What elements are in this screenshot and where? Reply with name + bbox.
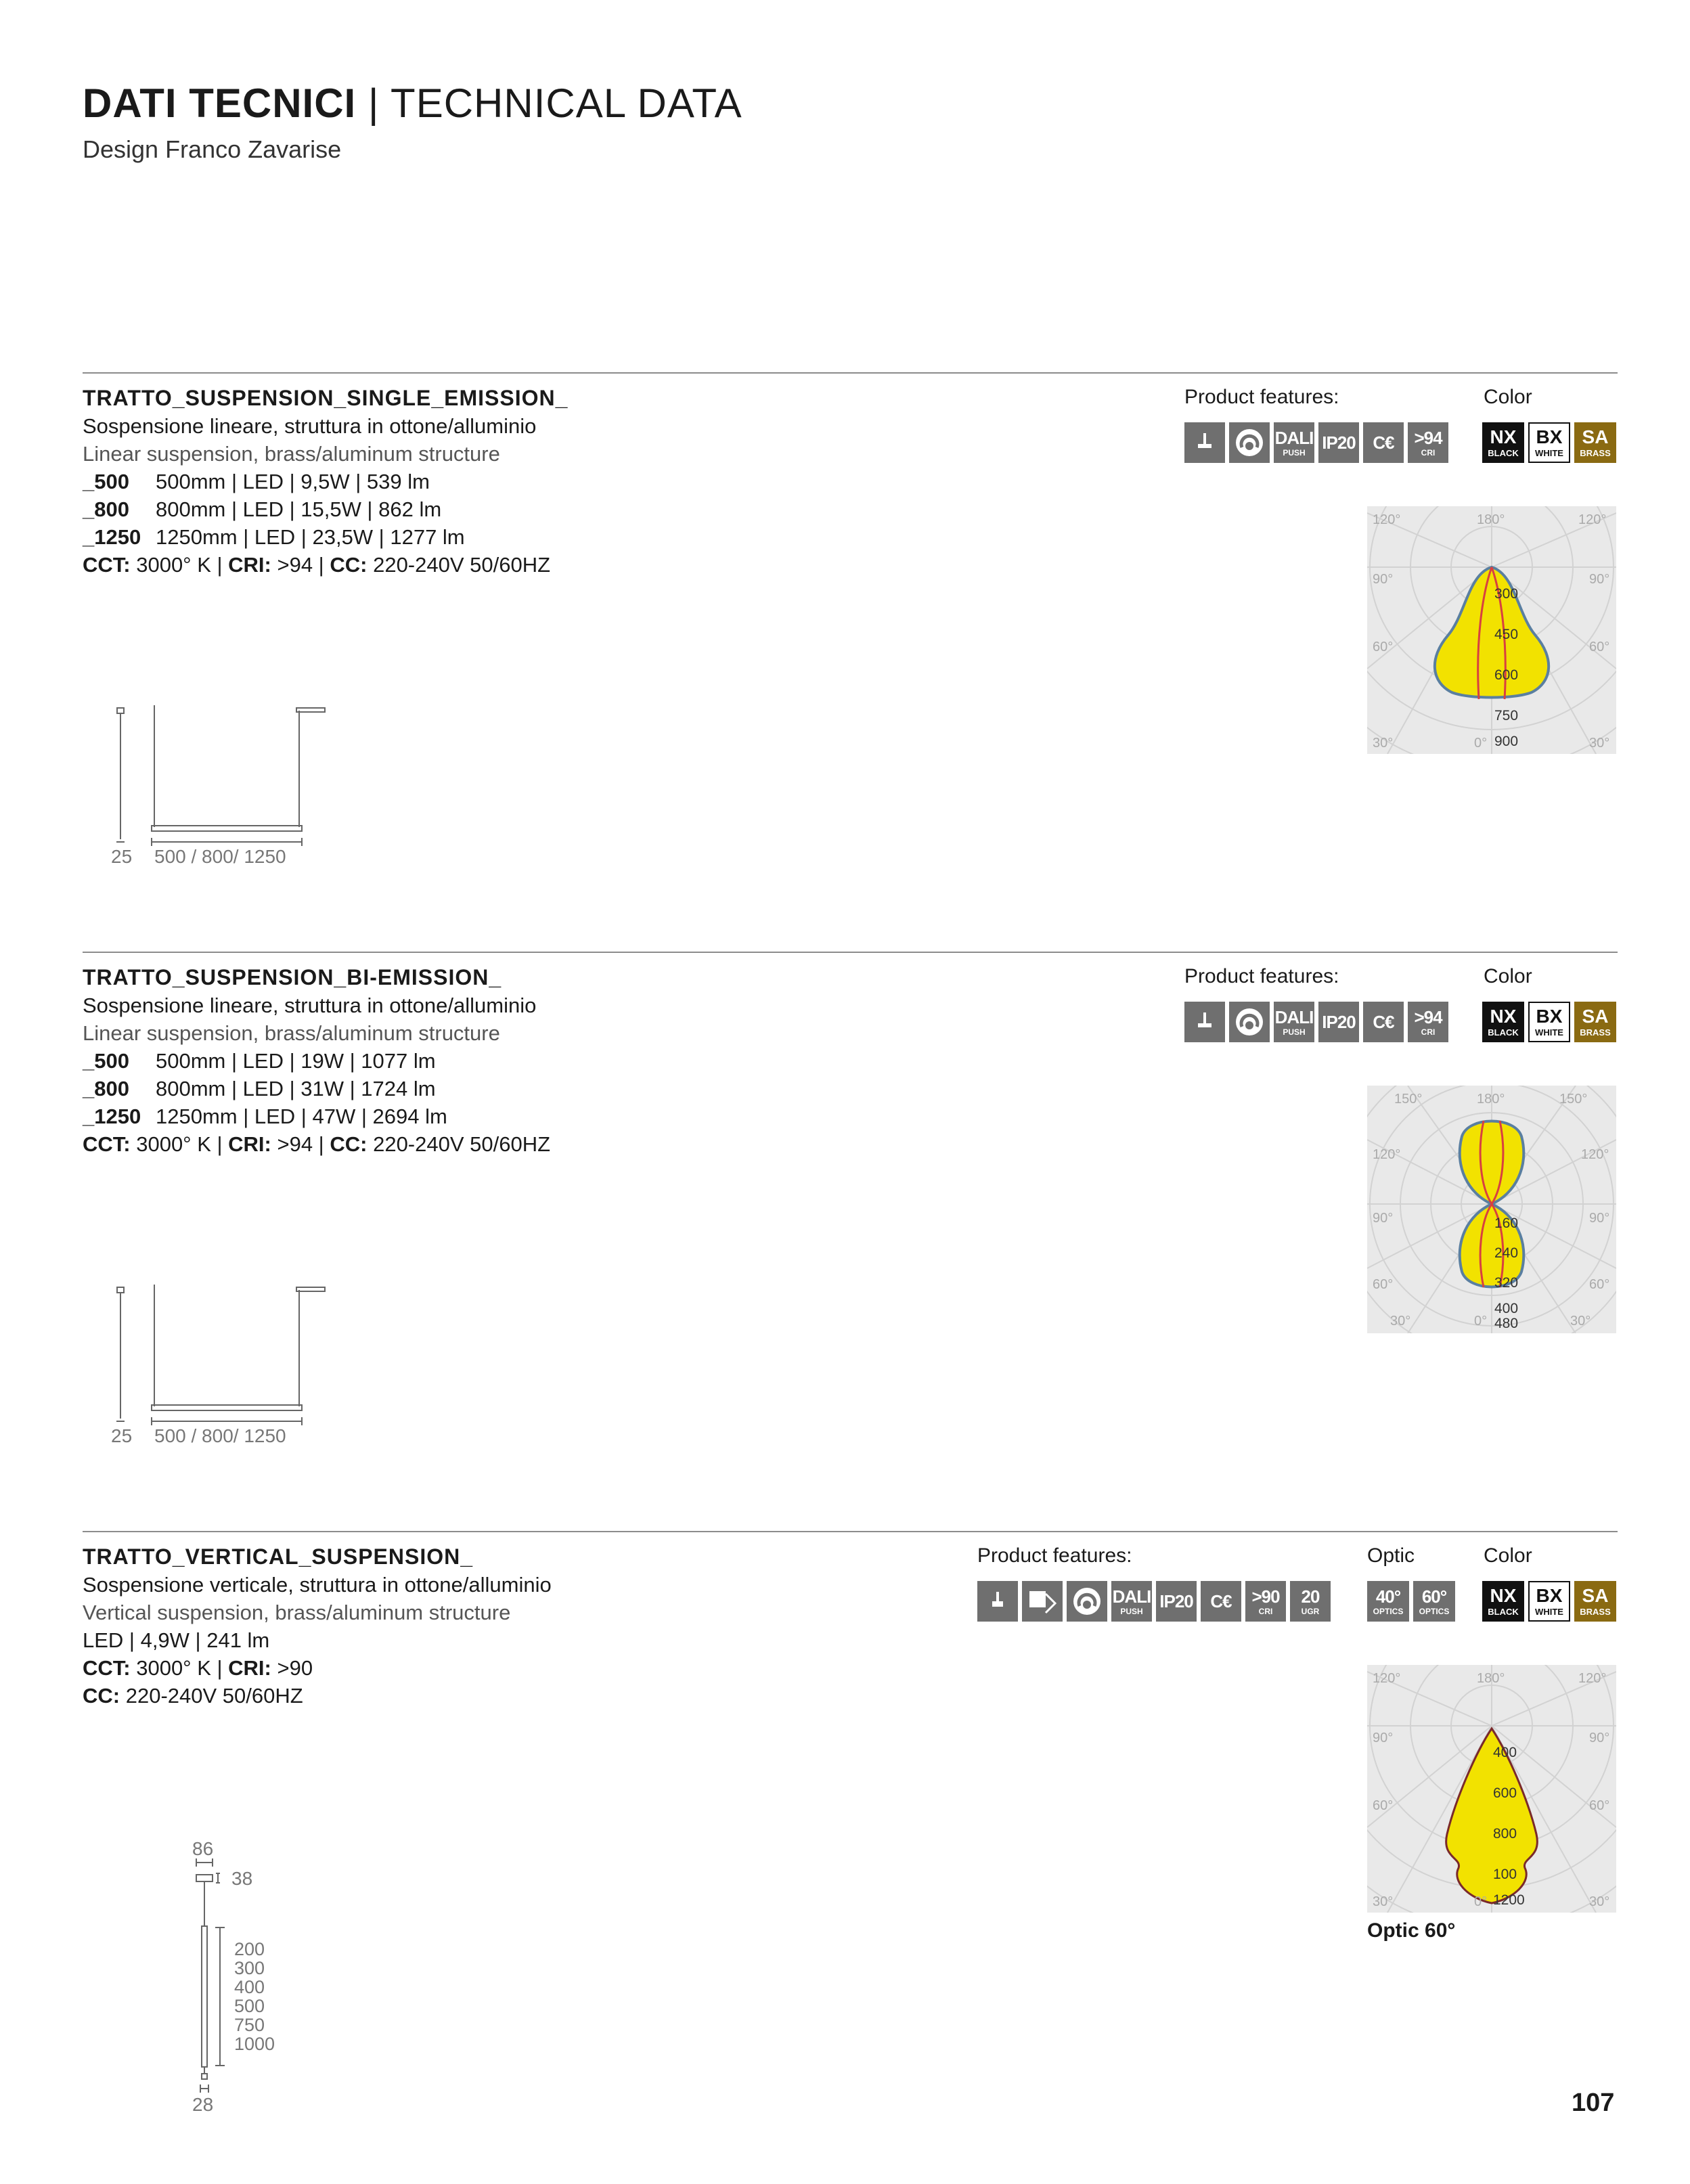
color-swatch-black[interactable]: NX BLACK <box>1482 1581 1524 1622</box>
svg-text:600: 600 <box>1494 667 1519 683</box>
variant-code: _500 <box>83 1049 129 1073</box>
svg-text:1200: 1200 <box>1493 1892 1525 1908</box>
svg-text:150°: 150° <box>1559 1092 1588 1107</box>
pendant-icon <box>977 1581 1018 1622</box>
color-swatch-brass[interactable]: SA BRASS <box>1574 1002 1616 1042</box>
optic-options <box>1367 1581 1455 1622</box>
svg-text:800: 800 <box>1493 1826 1517 1842</box>
svg-text:90°: 90° <box>1373 1731 1394 1745</box>
svg-text:150°: 150° <box>1394 1092 1423 1107</box>
pendant-icon <box>1184 1002 1225 1042</box>
optic-60-option[interactable]: 60° OPTICS <box>1413 1581 1455 1622</box>
svg-text:450: 450 <box>1494 627 1519 642</box>
product-features-label: Product features: <box>1184 386 1339 408</box>
section-divider <box>83 952 1618 953</box>
color-label: Color <box>1484 1544 1532 1567</box>
svg-text:60°: 60° <box>1373 640 1394 654</box>
svg-text:30°: 30° <box>1373 736 1394 751</box>
title-separator: | <box>356 81 391 126</box>
dimension-top-height: 38 <box>231 1868 253 1889</box>
electrical-spec <box>83 1130 550 1158</box>
designer-credit: Design Franco Zavarise <box>83 135 342 163</box>
variant-code: _500 <box>83 470 129 493</box>
led-spec: LED | 4,9W | 241 lm <box>83 1628 270 1652</box>
cri-label: CRI: <box>228 553 271 577</box>
description-en: Linear suspension, brass/aluminum structure <box>83 442 500 466</box>
variant-row <box>83 1075 550 1102</box>
svg-text:30°: 30° <box>1589 736 1610 751</box>
svg-text:120°: 120° <box>1578 512 1607 527</box>
variant-row <box>83 1102 550 1130</box>
cct-label: CCT: <box>83 1132 131 1156</box>
svg-text:120°: 120° <box>1373 512 1401 527</box>
variant-row <box>83 468 568 495</box>
cri-icon: >94 CRI <box>1408 1002 1448 1042</box>
color-swatches <box>1482 422 1618 463</box>
description-en: Vertical suspension, brass/aluminum structure <box>83 1601 511 1624</box>
cri-icon: >90 CRI <box>1245 1581 1286 1622</box>
ip20-icon: IP20 <box>1318 422 1359 463</box>
color-label: Color <box>1484 965 1532 987</box>
vertical-dimension-drawing <box>183 1838 332 2122</box>
svg-text:60°: 60° <box>1373 1798 1394 1813</box>
svg-text:30°: 30° <box>1589 1894 1610 1909</box>
feature-icons <box>977 1581 1343 1622</box>
description-en: Linear suspension, brass/aluminum structure <box>83 1021 500 1045</box>
dimension-drawing <box>102 697 332 873</box>
svg-text:120°: 120° <box>1581 1147 1609 1162</box>
svg-text:90°: 90° <box>1373 1211 1394 1226</box>
dimension-top-width: 86 <box>192 1838 214 1859</box>
svg-text:90°: 90° <box>1373 572 1394 587</box>
title-bold: DATI TECNICI <box>83 81 357 126</box>
title-light: TECHNICAL DATA <box>391 81 742 126</box>
variant-spec: 1250mm | LED | 47W | 2694 lm <box>156 1105 447 1128</box>
product-features-label: Product features: <box>977 1544 1132 1567</box>
section-divider <box>83 372 1618 374</box>
svg-text:160: 160 <box>1494 1216 1519 1231</box>
svg-text:60°: 60° <box>1589 640 1610 654</box>
svg-text:0°: 0° <box>1474 1894 1488 1909</box>
dimension-bottom: 28 <box>192 2094 214 2115</box>
description-it: Sospensione lineare, struttura in ottone/alluminio <box>83 414 537 438</box>
cct-value: 3000° K | <box>130 1132 229 1156</box>
color-swatches <box>1482 1002 1618 1042</box>
dimension-length: 500 / 800/ 1250 <box>154 1425 286 1446</box>
polar-diagram <box>1367 1086 1616 1333</box>
variant-spec: 500mm | LED | 19W | 1077 lm <box>156 1049 436 1073</box>
cc-label: CC: <box>330 553 368 577</box>
electrical-spec <box>83 551 568 579</box>
dimension-width: 25 <box>111 846 133 867</box>
svg-text:30°: 30° <box>1373 1894 1394 1909</box>
section-single-emission <box>83 386 568 579</box>
svg-text:400: 400 <box>1494 1301 1519 1316</box>
length-option: 750 <box>234 2015 265 2035</box>
cri-value: >94 | <box>271 553 330 577</box>
dali-push-icon: DALI PUSH <box>1274 1002 1314 1042</box>
dimension-width: 25 <box>111 1425 133 1446</box>
svg-text:30°: 30° <box>1570 1314 1591 1329</box>
cc-value: 220-240V 50/60HZ <box>367 1132 551 1156</box>
length-option: 400 <box>234 1977 265 1997</box>
color-swatch-brass[interactable]: SA BRASS <box>1574 422 1616 463</box>
cri-value: >94 | <box>271 1132 330 1156</box>
length-option: 200 <box>234 1939 265 1959</box>
dimension-length: 500 / 800/ 1250 <box>154 846 286 867</box>
product-title: TRATTO_SUSPENSION_BI-EMISSION_ <box>83 965 502 989</box>
color-swatch-black[interactable]: NX BLACK <box>1482 422 1524 463</box>
svg-text:90°: 90° <box>1589 1731 1610 1745</box>
polar-diagram <box>1367 506 1616 754</box>
svg-text:900: 900 <box>1494 734 1519 749</box>
svg-text:0°: 0° <box>1474 1314 1488 1329</box>
ip20-icon: IP20 <box>1156 1581 1197 1622</box>
section-vertical-suspension <box>83 1544 552 1710</box>
power-spec <box>83 1682 552 1710</box>
color-swatch-brass[interactable]: SA BRASS <box>1574 1581 1616 1622</box>
svg-text:120°: 120° <box>1578 1671 1607 1686</box>
svg-text:180°: 180° <box>1477 1092 1505 1107</box>
color-swatch-black[interactable]: NX BLACK <box>1482 1002 1524 1042</box>
ce-icon: C€ <box>1201 1581 1241 1622</box>
dali-push-icon: DALI PUSH <box>1274 422 1314 463</box>
svg-text:750: 750 <box>1494 708 1519 723</box>
cc-label: CC: <box>83 1684 120 1708</box>
cri-icon: >94 CRI <box>1408 422 1448 463</box>
cri-label: CRI: <box>228 1656 271 1680</box>
svg-text:60°: 60° <box>1589 1277 1610 1292</box>
svg-text:90°: 90° <box>1589 1211 1610 1226</box>
polar-diagram <box>1367 1665 1616 1913</box>
variant-spec: 1250mm | LED | 23,5W | 1277 lm <box>156 525 465 549</box>
electrical-spec <box>83 1654 552 1682</box>
cc-value: 220-240V 50/60HZ <box>120 1684 303 1708</box>
cri-label: CRI: <box>228 1132 271 1156</box>
color-swatch-white[interactable]: BX WHITE <box>1528 1581 1570 1622</box>
variant-row <box>83 523 568 551</box>
dali-push-icon: DALI PUSH <box>1111 1581 1152 1622</box>
optic-40-option[interactable]: 40° OPTICS <box>1367 1581 1409 1622</box>
pendant-icon <box>1184 422 1225 463</box>
rotation-icon <box>1229 1002 1270 1042</box>
svg-text:180°: 180° <box>1477 512 1505 527</box>
section-bi-emission <box>83 965 550 1158</box>
vertical-pendant-icon <box>1022 1581 1063 1622</box>
ce-icon: C€ <box>1363 422 1404 463</box>
dimension-lengths <box>234 1940 275 2053</box>
product-title: TRATTO_SUSPENSION_SINGLE_EMISSION_ <box>83 386 569 410</box>
svg-text:400: 400 <box>1493 1745 1517 1760</box>
page-number: 107 <box>1572 2089 1615 2117</box>
cct-value: 3000° K | <box>130 553 229 577</box>
cri-value: >90 <box>271 1656 313 1680</box>
svg-text:30°: 30° <box>1390 1314 1411 1329</box>
svg-text:120°: 120° <box>1373 1671 1401 1686</box>
cc-label: CC: <box>330 1132 368 1156</box>
optic-label: Optic <box>1367 1544 1415 1567</box>
rotation-icon <box>1067 1581 1107 1622</box>
ugr-icon: 20 UGR <box>1290 1581 1331 1622</box>
svg-text:60°: 60° <box>1589 1798 1610 1813</box>
color-swatch-white[interactable]: BX WHITE <box>1528 422 1570 463</box>
ip20-icon: IP20 <box>1318 1002 1359 1042</box>
variant-code: _800 <box>83 1077 129 1100</box>
product-title: TRATTO_VERTICAL_SUSPENSION_ <box>83 1544 474 1569</box>
svg-text:90°: 90° <box>1589 572 1610 587</box>
svg-text:180°: 180° <box>1477 1671 1505 1686</box>
variant-code: _1250 <box>83 525 141 549</box>
variant-code: _800 <box>83 497 129 521</box>
svg-text:120°: 120° <box>1373 1147 1401 1162</box>
cct-label: CCT: <box>83 553 131 577</box>
polar-caption: Optic 60° <box>1367 1919 1456 1942</box>
feature-icons <box>1184 422 1455 463</box>
description-it: Sospensione lineare, struttura in ottone/alluminio <box>83 994 537 1017</box>
svg-text:600: 600 <box>1493 1785 1517 1801</box>
svg-text:480: 480 <box>1494 1316 1519 1331</box>
cct-value: 3000° K | <box>130 1656 229 1680</box>
cc-value: 220-240V 50/60HZ <box>367 553 551 577</box>
page-title <box>83 80 742 127</box>
color-label: Color <box>1484 386 1532 408</box>
feature-icons <box>1184 1002 1455 1042</box>
color-swatch-white[interactable]: BX WHITE <box>1528 1002 1570 1042</box>
svg-text:300: 300 <box>1494 586 1519 602</box>
variant-row <box>83 1047 550 1075</box>
dimension-drawing <box>102 1276 332 1452</box>
svg-text:0°: 0° <box>1474 736 1488 751</box>
ce-icon: C€ <box>1363 1002 1404 1042</box>
length-option: 500 <box>234 1996 265 2016</box>
variant-spec: 800mm | LED | 15,5W | 862 lm <box>156 497 442 521</box>
length-option: 300 <box>234 1958 265 1978</box>
rotation-icon <box>1229 422 1270 463</box>
svg-text:240: 240 <box>1494 1245 1519 1261</box>
variant-spec: 800mm | LED | 31W | 1724 lm <box>156 1077 436 1100</box>
variant-code: _1250 <box>83 1105 141 1128</box>
cct-label: CCT: <box>83 1656 131 1680</box>
section-divider <box>83 1531 1618 1532</box>
description-it: Sospensione verticale, struttura in ottone/alluminio <box>83 1573 552 1597</box>
svg-text:320: 320 <box>1494 1275 1519 1291</box>
length-option: 1000 <box>234 2034 275 2054</box>
svg-text:100: 100 <box>1493 1867 1517 1882</box>
color-swatches <box>1482 1581 1618 1622</box>
variant-spec: 500mm | LED | 9,5W | 539 lm <box>156 470 430 493</box>
variant-row <box>83 495 568 523</box>
svg-text:60°: 60° <box>1373 1277 1394 1292</box>
product-features-label: Product features: <box>1184 965 1339 987</box>
